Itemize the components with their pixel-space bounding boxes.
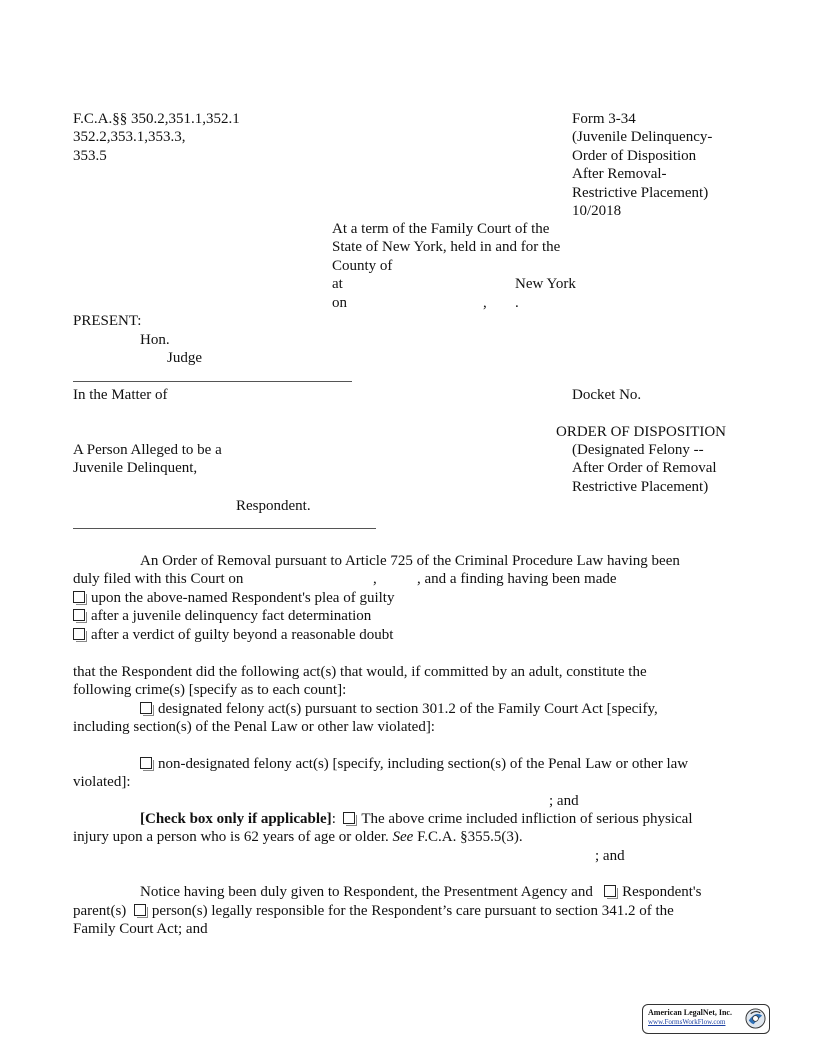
order-subtitle-line: Restrictive Placement) [572, 478, 709, 495]
court-state: New York [515, 276, 576, 292]
notice-parents: parent(s) [73, 903, 127, 919]
court-on-label: on [332, 295, 347, 311]
checkbox-icon[interactable] [140, 757, 152, 769]
option-label: after a verdict of guilty beyond a reasonable doubt [91, 627, 394, 643]
applicable-check-line [140, 810, 693, 828]
checkbox-icon[interactable] [134, 904, 146, 916]
check-colon: : [331, 811, 336, 827]
form-line: After Removal- [572, 166, 667, 183]
p1-line2-comma: , [373, 571, 377, 587]
logo-company: American LegalNet, Inc. [648, 1008, 732, 1017]
p2-line2: following crime(s) [specify as to each count]: [73, 682, 347, 698]
designated-line1: designated felony act(s) pursuant to section 301.2 of the Family Court Act [specify, [158, 701, 658, 717]
form-line: Order of Disposition [572, 147, 697, 164]
notice-line2-text: person(s) legally responsible for the Respondent’s care pursuant to section 341.2 of the [151, 903, 674, 919]
notice-line1 [140, 883, 701, 901]
order-subtitle-line: After Order of Removal [572, 460, 717, 477]
notice-line3: Family Court Act; and [73, 921, 208, 937]
check-label: [Check box only if applicable] [140, 811, 332, 827]
option-label: upon the above-named Respondent's plea of guilty [91, 590, 395, 606]
option-plea-of-guilty[interactable] [73, 589, 394, 607]
in-the-matter-label: In the Matter of [73, 387, 168, 403]
designated-felony-option[interactable] [140, 700, 658, 718]
caption-bottom-rule [73, 528, 376, 529]
statute-references [73, 110, 240, 165]
see-signal: See [392, 829, 414, 845]
notice-line2 [73, 902, 674, 920]
checkbox-icon[interactable] [73, 609, 85, 621]
checkbox-icon[interactable] [343, 812, 355, 824]
designated-line2: including section(s) of the Penal Law or other law violated]: [73, 719, 435, 735]
checkbox-icon[interactable] [73, 591, 85, 603]
order-subtitle-line: (Designated Felony -- [572, 442, 704, 458]
judge-label: Judge [167, 350, 202, 366]
statute-line: F.C.A.§§ 350.2,351.1,352.1 [73, 111, 240, 127]
person-line: Juvenile Delinquent, [73, 460, 198, 477]
check-text1: The above crime included infliction of serious physical [361, 811, 693, 827]
p1-line2-b: , and a finding having been made [417, 571, 617, 587]
notice-respondents: Respondent's [622, 884, 702, 900]
check-text2b: F.C.A. §355.5(3). [417, 829, 523, 845]
form-identifier [572, 110, 712, 220]
statute-line: 353.5 [73, 147, 107, 164]
order-subtitle [572, 441, 717, 496]
caption-top-rule [73, 381, 352, 382]
form-line: (Juvenile Delinquency- [572, 129, 713, 146]
present-label: PRESENT: [73, 313, 142, 329]
court-line: State of New York, held in and for the [332, 239, 561, 256]
nondesignated-felony-option[interactable] [140, 755, 688, 773]
check-text2a: injury upon a person who is 62 years of age or older. [73, 829, 389, 845]
checkbox-icon[interactable] [604, 885, 616, 897]
person-line: A Person Alleged to be a [73, 442, 222, 458]
logo-url[interactable]: www.FormsWorkFlow.com [648, 1018, 726, 1026]
court-term [332, 220, 560, 275]
option-fact-determination[interactable] [73, 607, 371, 625]
hon-label: Hon. [140, 332, 170, 348]
notice-line1-text: Notice having been duly given to Respondent, the Presentment Agency and [140, 884, 593, 900]
form-line: Form 3-34 [572, 111, 636, 127]
court-at-label: at [332, 276, 343, 292]
semicolon-and: ; and [549, 793, 579, 809]
p1-line1: An Order of Removal pursuant to Article 725 of the Criminal Procedure Law having been [140, 553, 680, 569]
american-legalnet-logo[interactable] [642, 1004, 770, 1034]
docket-label: Docket No. [572, 387, 642, 403]
court-line: County of [332, 257, 393, 274]
form-line: 10/2018 [572, 203, 622, 220]
p1-line2-a: duly filed with this Court on [73, 571, 244, 587]
court-date-comma: , [483, 295, 487, 311]
check-line2 [73, 828, 523, 846]
respondent-label: Respondent. [236, 498, 311, 514]
globe-icon [745, 1008, 766, 1029]
checkbox-icon[interactable] [73, 628, 85, 640]
checkbox-icon[interactable] [140, 702, 152, 714]
nondesignated-line2: violated]: [73, 774, 131, 790]
option-label: after a juvenile delinquency fact determination [91, 608, 372, 624]
court-line: At a term of the Family Court of the [332, 221, 550, 237]
order-title: ORDER OF DISPOSITION [556, 424, 727, 440]
semicolon-and-2: ; and [595, 848, 625, 864]
statute-line: 352.2,353.1,353.3, [73, 129, 186, 146]
p2-line1: that the Respondent did the following act(s) that would, if committed by an adult, constitute the [73, 664, 647, 680]
court-date-period: . [515, 295, 519, 311]
option-verdict-of-guilty[interactable] [73, 626, 393, 644]
person-alleged [73, 441, 222, 478]
nondesignated-line1: non-designated felony act(s) [specify, including section(s) of the Penal Law or other law [158, 756, 689, 772]
form-line: Restrictive Placement) [572, 184, 709, 201]
